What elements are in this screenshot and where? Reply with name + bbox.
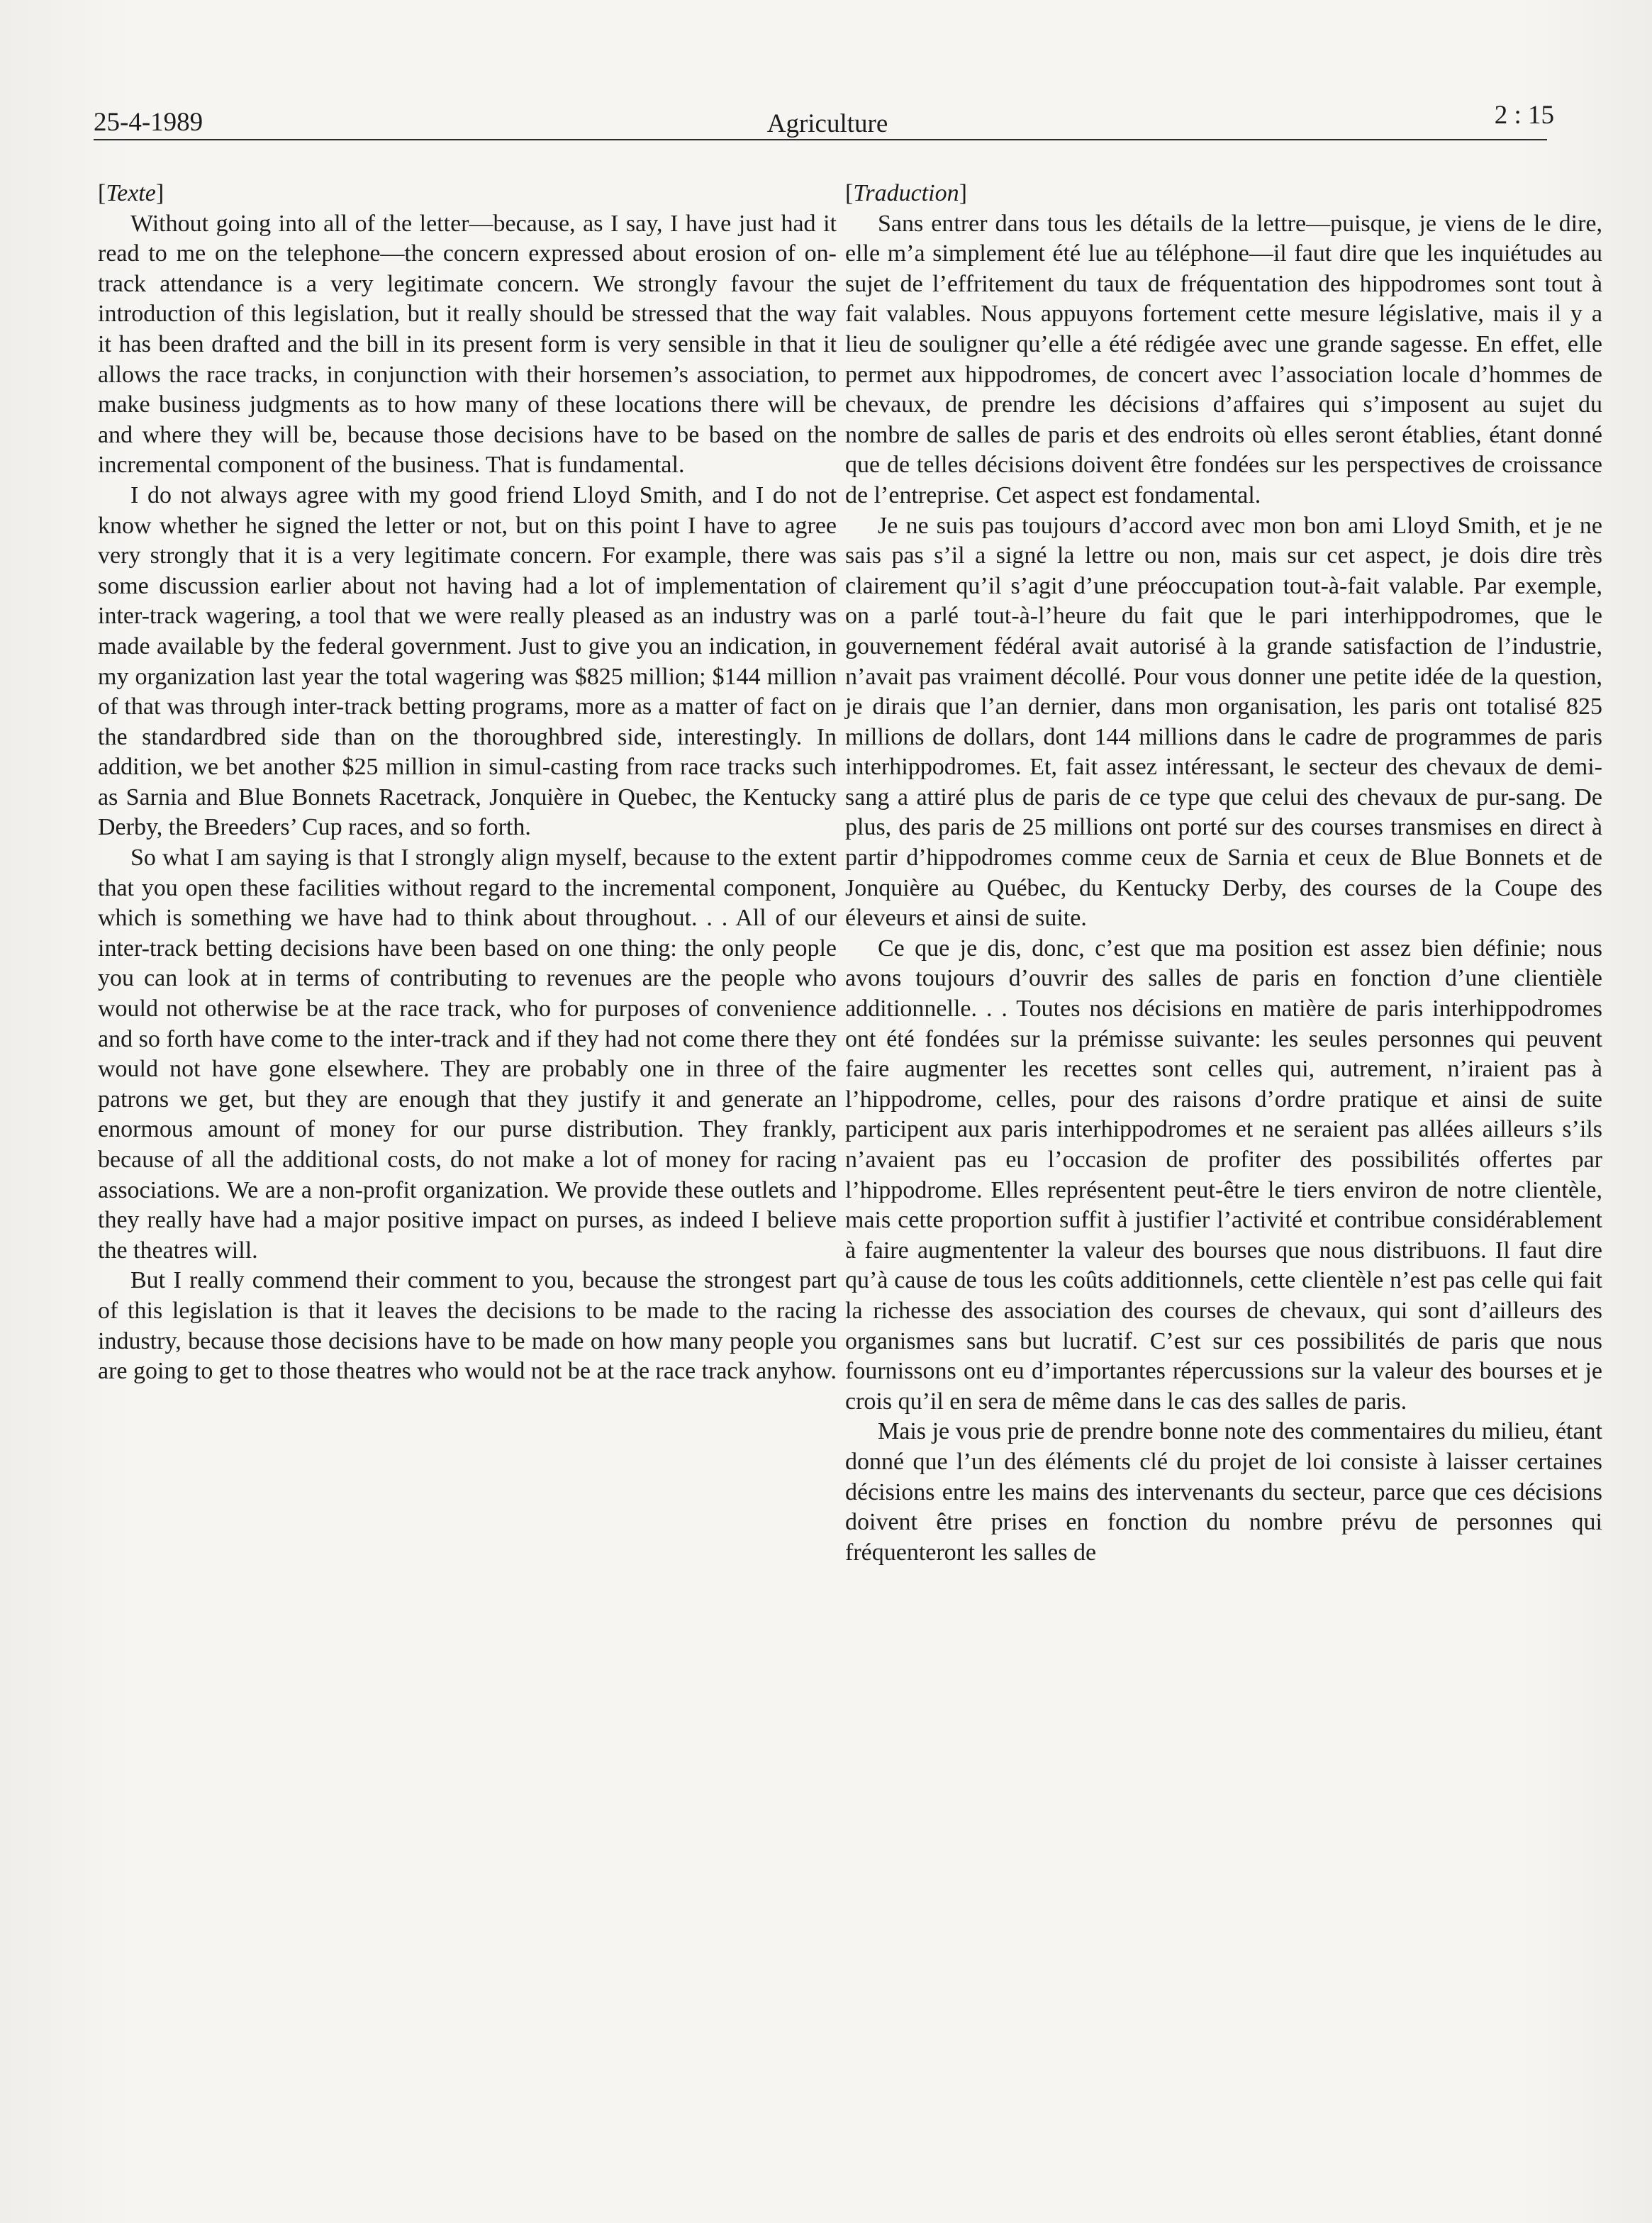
english-paragraph-1: Without going into all of the letter—because, as I say, I have just had it read to me on the telephone—the concern expressed about erosion of on-track attendance is a very legitimate concern. We strongly favour the introduction of this legislation, but it really should be stressed that the way it has been drafted and the bill in its present form is very sensible in that it allows the race tracks, in conjunction with their horsemen’s association, to make business judgments as to how many of these locations there will be and where they will be, because those decisions have to be based on the incremental component of the business. That is fundamental. [98,210,837,479]
french-paragraph-1: Sans entrer dans tous les détails de la lettre—puisque, je viens de le dire, elle m’a simplement été lue au téléphone—il faut dire que les inquiétudes au sujet de l’effritement du taux de fréquentation des hippodromes sont tout à fait valables. Nous appuyons fortement cette mesure législative, mais il y a lieu de souligner qu’elle a été rédigée avec une grande sagesse. En effet, elle permet aux hippodromes, de concert avec l’association locale d’hommes de chevaux, de prendre les décisions d’affaires qui s’imposent au sujet du nombre de salles de paris et des endroits où elles seront établies, étant donné que de telles décisions doivent être fondées sur les perspectives de croissance de l’entreprise. Cet aspect est fondamental. [845,210,1602,508]
column-label-texte: [Texte] [98,180,164,206]
french-paragraph-3: Ce que je dis, donc, c’est que ma position est assez bien définie; nous avons toujours d’ouvrir des salles de paris en fonction d’une clientièle additionnelle. . . Toutes nos décisions en matière de paris interhippodromes ont été fondées sur la prémisse suivante: les seules personnes qui peuvent faire augmenter les recettes sont celles qui, autrement, n’iraient pas à l’hippodrome, celles, pour des raisons d’ordre pratique et ainsi de suite participent aux paris interhippodromes et ne seraient pas allées ailleurs s’ils n’avaient pas eu l’occasion de profiter des possibilités offertes par l’hippodrome. Elles représentent peut-être le tiers environ de notre clientèle, mais cette proportion suffit à justifier l’activité et contribue considérablement à faire augmententer la valeur des bourses que nous distribuons. Il faut dire qu’à cause de tous les coûts additionnels, cette clientèle n’est pas celle qui fait la richesse des association des courses de chevaux, qui sont d’ailleurs des organismes sans but lucratif. C’est sur ces possibilités de paris que nous fournissons ont eu d’importantes répercussions sur la valeur des bourses et je crois qu’il en sera de même dans le cas des salles de paris. [845,935,1602,1415]
header-title: Agriculture [766,109,888,138]
column-label-traduction: [Traduction] [845,180,967,206]
english-column [98,179,837,1387]
french-column [845,179,1602,1568]
english-paragraph-3: So what I am saying is that I strongly align myself, because to the extent that you open these facilities without regard to the incremental component, which is something we have had to think about throughout. . . All of our inter-track betting decisions have been based on one thing: the only people you can look at in terms of contributing to revenues are the people who would not otherwise be at the race track, who for purposes of convenience and so forth have come to the inter-track and if they had not come there they would not have gone elsewhere. They are probably one in three of the patrons we get, but they are enough that they justify it and generate an enormous amount of money for our purse distribution. They frankly, because of all the additional costs, do not make a lot of money for racing associations. We are a non-profit organization. We provide these outlets and they really have had a major positive impact on purses, as indeed I believe the theatres will. [98,845,837,1264]
french-paragraph-2: Je ne suis pas toujours d’accord avec mon bon ami Lloyd Smith, et je ne sais pas s’il a signé la lettre ou non, mais sur cet aspect, je dois dire très clairement qu’il s’agit d’une préoccupation tout-à-fait valable. Par exemple, on a parlé tout-à-l’heure du fait que le pari interhippodromes, que le gouvernement fédéral avait autorisé à la grande satisfaction de l’industrie, n’avait pas vraiment décollé. Pour vous donner une petite idée de la question, je dirais que l’an dernier, dans mon organisation, les paris ont totalisé 825 millions de dollars, dont 144 millions dans le cadre de programmes de paris interhippodromes. Et, fait assez intéressant, le secteur des chevaux de demi-sang a attiré plus de paris de ce type que celui des chevaux de pur-sang. De plus, des paris de 25 millions ont porté sur des courses transmises en direct à partir d’hippodromes comme ceux de Sarnia et ceux de Blue Bonnets et de Jonquière au Québec, du Kentucky Derby, des courses de la Coupe des éleveurs et ainsi de suite. [845,512,1602,932]
header-rule [94,139,1547,140]
header-date: 25-4-1989 [94,108,203,137]
french-paragraph-4: Mais je vous prie de prendre bonne note des commentaires du milieu, étant donné que l’un des éléments clé du projet de loi consiste à laisser certaines décisions entre les mains des intervenants du secteur, parce que ces décisions doivent être prises en fonction du nombre prévu de personnes qui fréquenteront les salles de [845,1418,1602,1566]
page-header [94,101,1561,142]
english-paragraph-2: I do not always agree with my good friend Lloyd Smith, and I do not know whether he signed the letter or not, but on this point I have to agree very strongly that it is a very legitimate concern. For example, there was some discussion earlier about not having had a lot of implementation of inter-track wagering, a tool that we were really pleased as an industry was made available by the federal government. Just to give you an indication, in my organization last year the total wagering was $825 million; $144 million of that was through inter-track betting programs, more as a matter of fact on the standardbred side than on the thoroughbred side, interestingly. In addition, we bet another $25 million in simul-casting from race tracks such as Sarnia and Blue Bonnets Racetrack, Jonquière in Quebec, the Kentucky Derby, the Breeders’ Cup races, and so forth. [98,481,837,841]
header-page-number: 2 : 15 [1494,101,1554,130]
english-paragraph-4: But I really commend their comment to you, because the strongest part of this legislation is that it leaves the decisions to be made to the racing industry, because those decisions have to be made on how many people you are going to get to those theatres who would not be at the race track anyhow. [98,1267,837,1385]
